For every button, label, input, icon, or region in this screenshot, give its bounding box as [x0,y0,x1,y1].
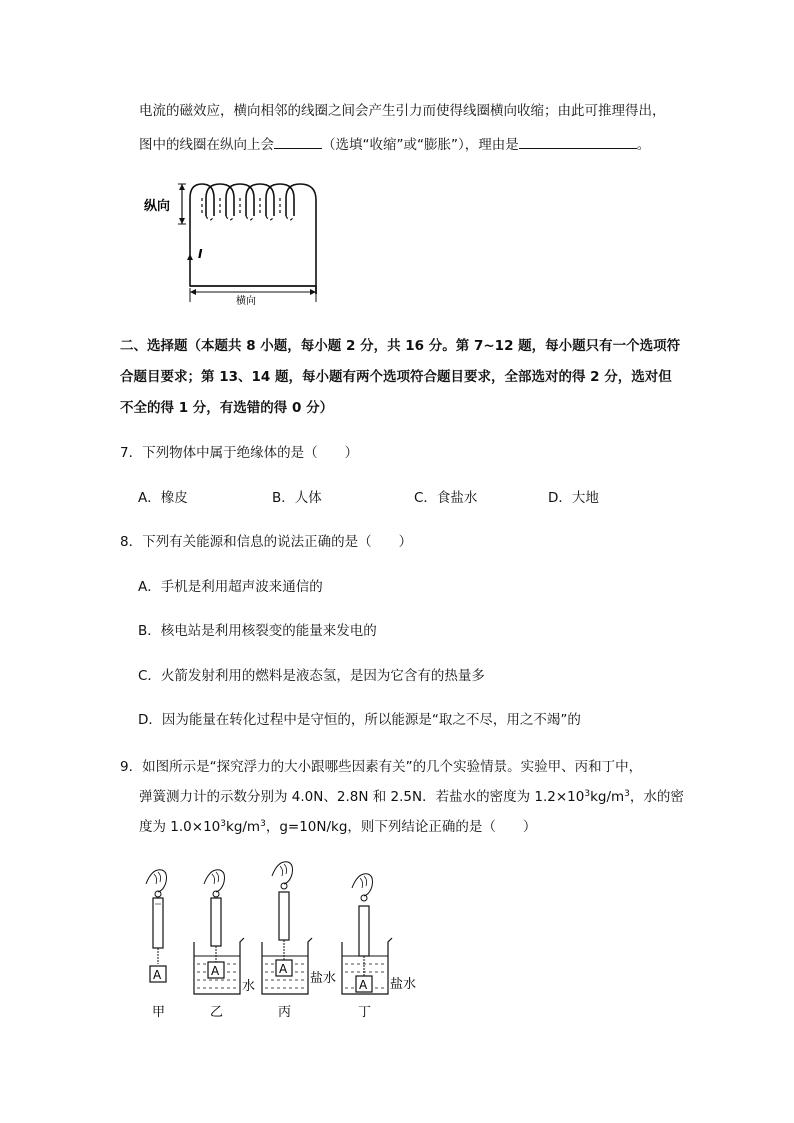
q9-line-3-sup: 3 [220,819,226,829]
q9-line-2-b: kg/m [590,789,625,805]
q7-option-d[interactable]: D．大地 [548,490,599,506]
q8-option-c[interactable]: C．火箭发射利用的燃料是液态氢，是因为它含有的热量多 [138,668,485,684]
q9-line-2 [139,788,684,806]
q9-line-2-sup2: 3 [624,789,630,799]
q8-option-b[interactable]: B．核电站是利用核裂变的能量来发电的 [138,623,377,639]
q6-line-1: 电流的磁效应，横向相邻的线圈之间会产生引力而使得线圈横向收缩；由此可推理得出， [139,103,666,119]
caption-bing: 丙 [278,1005,292,1020]
current-arrow [187,254,193,260]
q9-line-2-a: 弹簧测力计的示数分别为 4.0N、2.8N 和 2.5N．若盐水的密度为 1.2×10 [139,789,585,805]
q6-line-2-a: 图中的线圈在纵向上会 [139,137,274,153]
label-horizontal: 横向 [236,296,256,307]
section-2-line-2: 合题目要求；第 13、14 题，每小题有两个选项符合题目要求，全部选对的得 2 分，选对但 [120,369,672,385]
q8-option-d[interactable]: D．因为能量在转化过程中是守恒的，所以能源是“取之不尽，用之不竭”的 [138,712,581,728]
label-current: I [198,247,203,261]
section-2-line-1: 二、选择题（本题共 8 小题，每小题 2 分，共 16 分。第 7~12 题，每小题只有一个选项符 [120,338,681,354]
coil-figure [138,176,328,308]
liquid-label-brine-2: 盐水 [390,977,417,992]
setup-yi [194,870,255,1020]
q9-line-3-sup2: 3 [260,819,266,829]
q9-line-2-sup: 3 [584,789,591,799]
q7-stem: 7．下列物体中属于绝缘体的是（ ） [120,445,359,461]
label-vertical: 纵向 [144,199,171,214]
q9-line-3 [139,818,536,836]
setup-ding [342,874,416,1020]
q9-line-1: 9．如图所示是“探究浮力的大小跟哪些因素有关”的几个实验情景。实验甲、丙和丁中， [120,759,643,775]
caption-ding: 丁 [358,1005,372,1020]
liquid-label-brine-1: 盐水 [310,971,337,986]
q6-answer-blank-2[interactable] [519,134,637,149]
q8-option-a[interactable]: A．手机是利用超声波来通信的 [138,579,323,595]
q7-option-a[interactable]: A．橡皮 [138,490,188,506]
q6-line-2-c: 。 [636,137,651,153]
q6-line-2-b: （选填“收缩”或“膨胀”），理由是 [322,137,519,153]
block-label-yi: A [211,964,220,978]
q9-line-3-c: ，g=10N/kg，则下列结论正确的是（ ） [265,819,537,835]
circuit-wire [190,224,316,294]
q7-option-b[interactable]: B．人体 [272,490,322,506]
setup-bing [262,862,336,1020]
block-label-bing: A [279,962,288,976]
block-label-ding: A [359,978,368,992]
section-2-line-3: 不全的得 1 分，有选错的得 0 分） [120,400,334,416]
setup-jia [146,870,167,1020]
buoyancy-figure [136,860,436,1025]
coil-loops [190,184,316,294]
q9-line-3-a: 度为 1.0×10 [139,819,221,835]
liquid-label-water: 水 [242,979,256,994]
q8-stem: 8．下列有关能源和信息的说法正确的是（ ） [120,534,413,550]
q9-line-2-c: ，水的密 [629,789,684,805]
q6-line-2 [139,134,650,154]
block-label-jia: A [153,968,162,982]
q7-option-c[interactable]: C．食盐水 [414,490,478,506]
q9-line-3-b: kg/m [226,819,261,835]
q6-answer-blank-1[interactable] [274,134,322,149]
caption-yi: 乙 [210,1005,224,1020]
caption-jia: 甲 [152,1005,166,1020]
